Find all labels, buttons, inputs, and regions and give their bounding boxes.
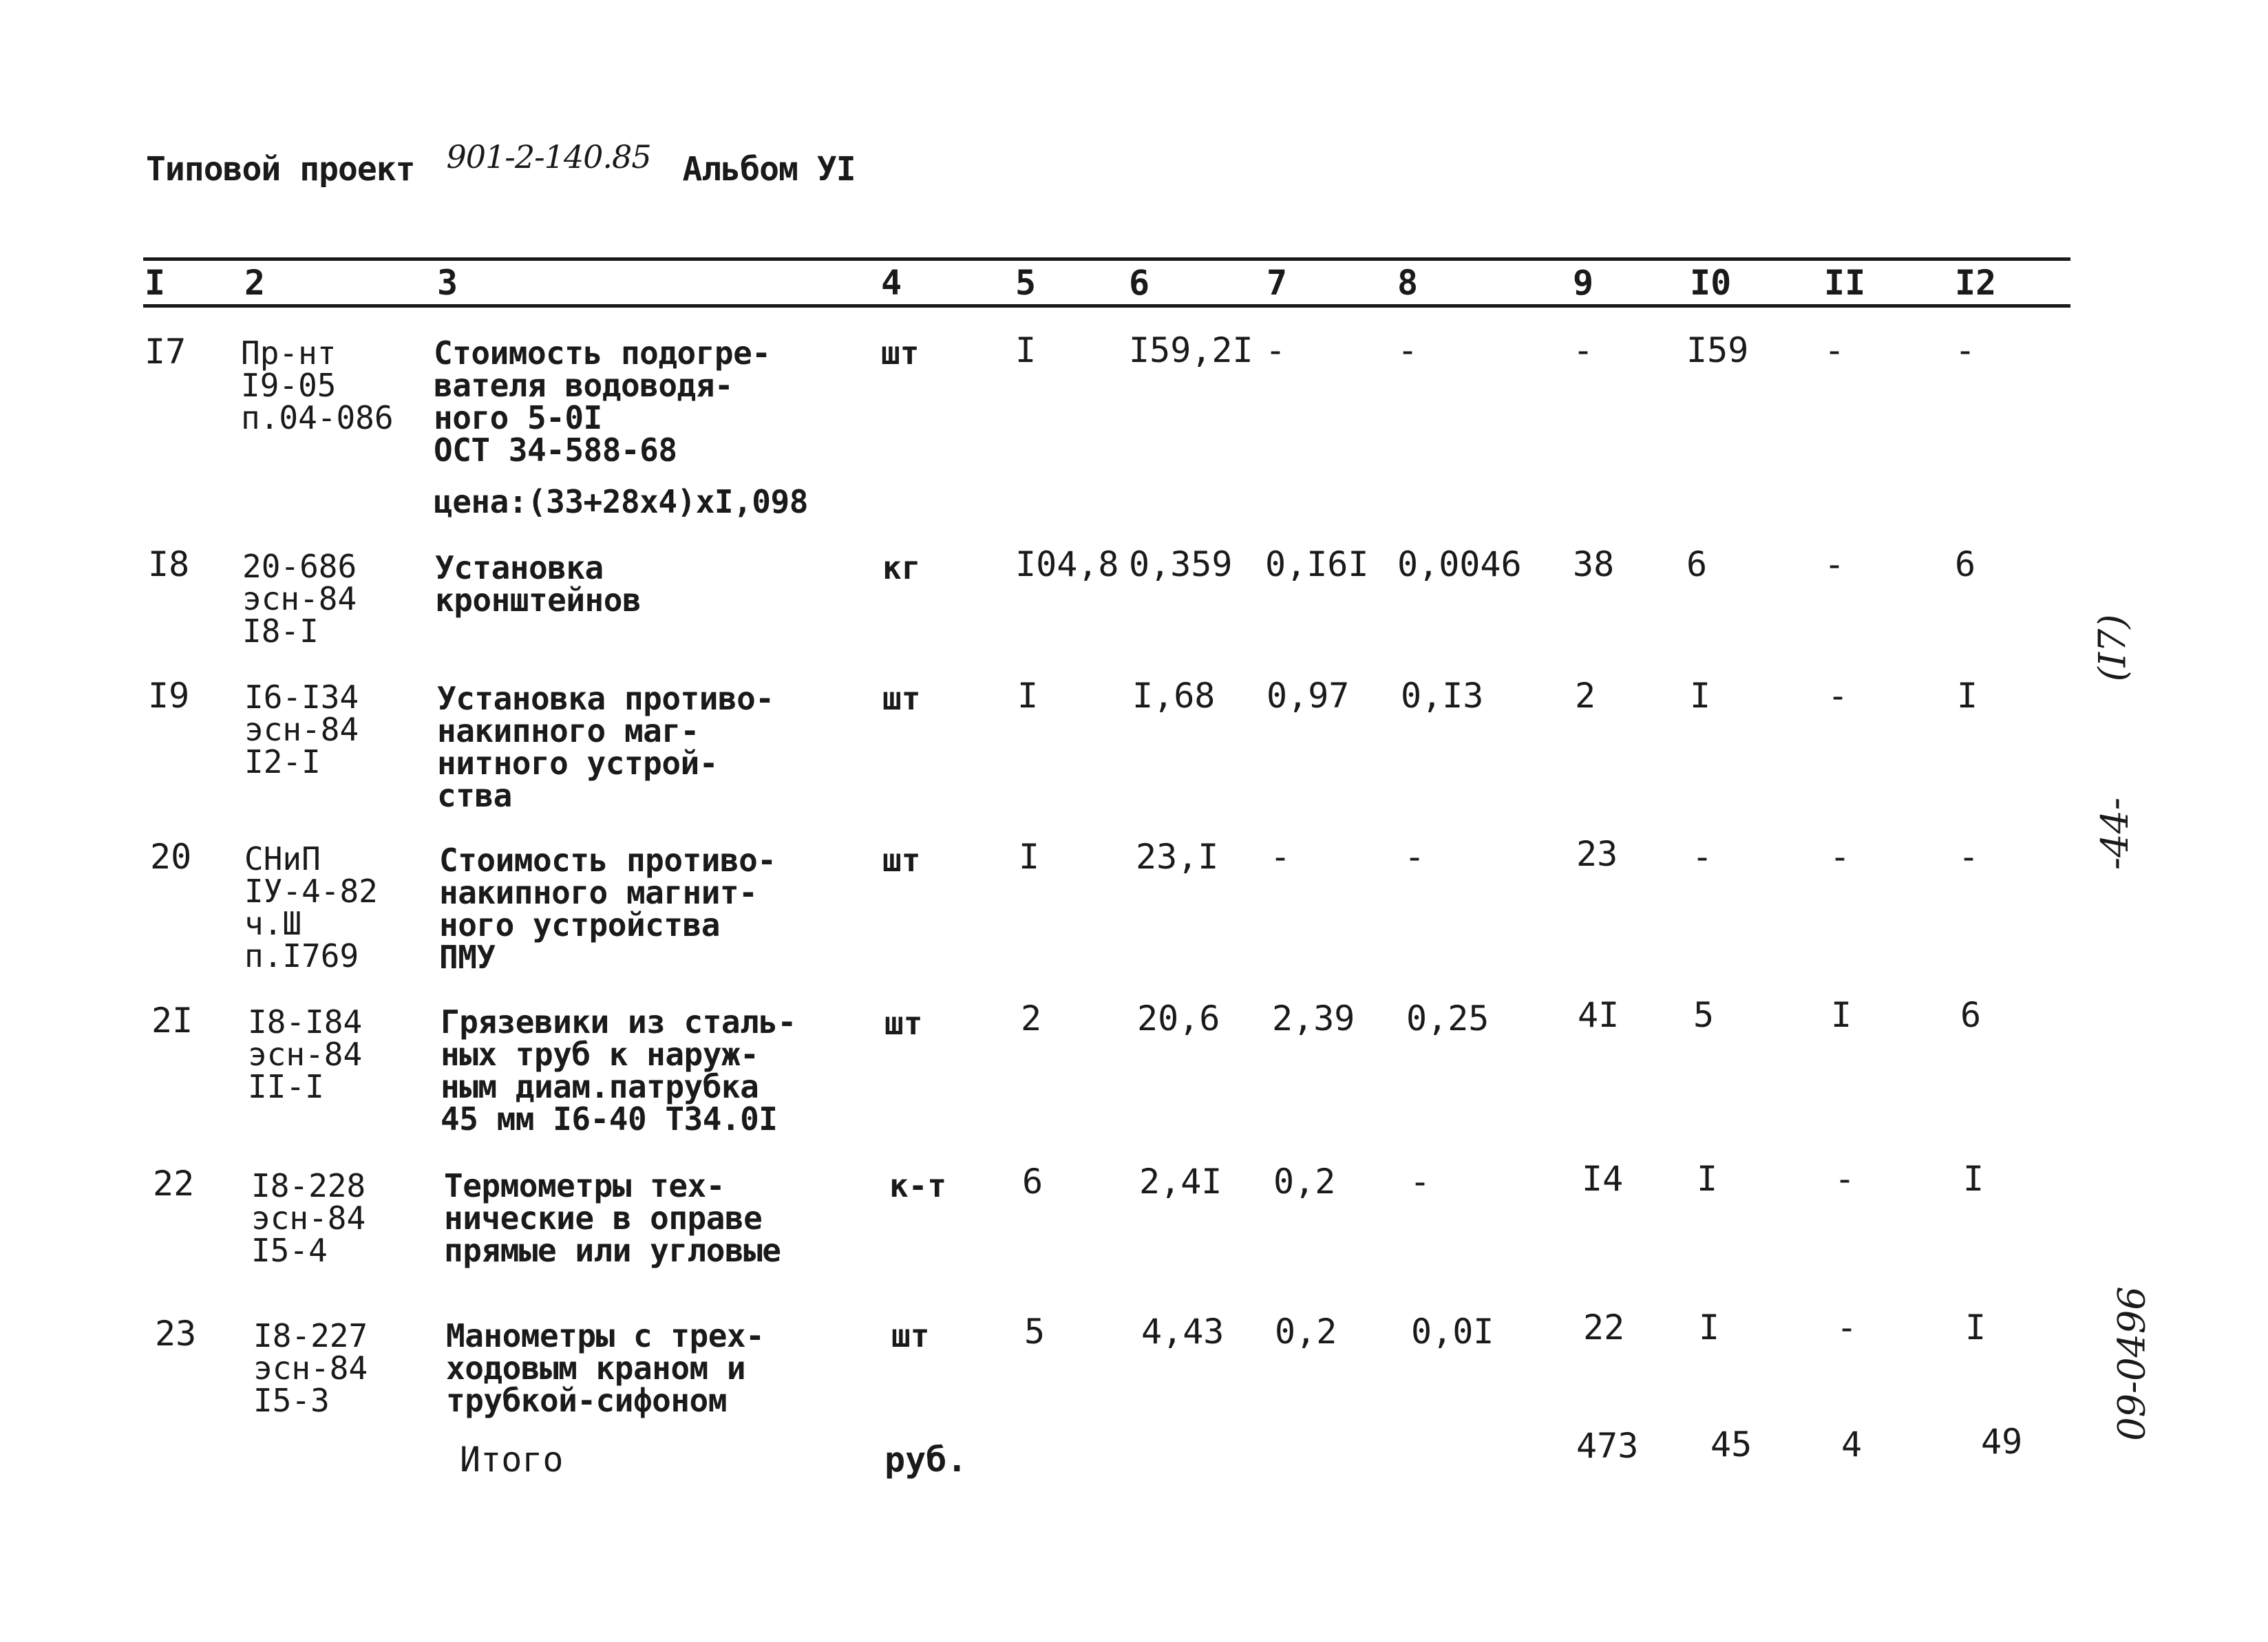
row-unit: шт — [891, 1317, 930, 1354]
row-col10: I — [1690, 676, 1711, 716]
row-qty: 5 — [1024, 1312, 1046, 1352]
row-number: I9 — [148, 676, 190, 716]
sheet-number-note: (I7) — [2090, 614, 2134, 682]
table-header-rule — [143, 304, 2070, 308]
row-unit: шт — [882, 842, 921, 879]
row-description: Термометры тех- нические в оправе прямые или угловые — [444, 1167, 781, 1269]
row-col12: - — [1958, 837, 1980, 877]
total-unit: руб. — [884, 1440, 968, 1480]
row-col7: 0,I6I — [1265, 544, 1369, 584]
row-number: 2I — [151, 1001, 193, 1041]
row-col11: I — [1831, 995, 1852, 1035]
col-head-4: 4 — [881, 263, 902, 303]
row-code: I6-I34 эсн-84 I2-I — [244, 679, 359, 780]
row-col6: I,68 — [1132, 676, 1216, 716]
row-col11: - — [1824, 330, 1845, 370]
table-top-rule — [143, 257, 2070, 261]
row-unit: шт — [881, 334, 920, 372]
row-number: 20 — [150, 837, 192, 877]
row-col7: - — [1270, 837, 1291, 877]
row-qty: I — [1015, 330, 1037, 370]
row-number: 23 — [155, 1314, 197, 1354]
total-col9: 473 — [1576, 1426, 1639, 1466]
page-number-note: -44- — [2093, 797, 2137, 871]
col-head-6: 6 — [1129, 263, 1150, 303]
row-col7: 2,39 — [1272, 999, 1355, 1038]
row-col8: 0,25 — [1406, 999, 1490, 1038]
row-col8: - — [1410, 1162, 1431, 1202]
row-col12: 6 — [1960, 995, 1982, 1035]
row-col9: I4 — [1582, 1159, 1624, 1199]
row-col9: - — [1573, 330, 1594, 370]
row-col9: 23 — [1576, 834, 1618, 874]
row-col11: - — [1830, 837, 1851, 877]
row-col7: - — [1265, 330, 1286, 370]
row-code: 20-686 эсн-84 I8-I — [242, 548, 357, 650]
row-col9: 38 — [1573, 544, 1615, 584]
row-col12: - — [1955, 330, 1976, 370]
row-qty: I04,8 — [1015, 544, 1119, 584]
row-description: Грязевики из сталь- ных труб к наруж- ным диам.патрубка 45 мм I6-40 Т34.0I — [441, 1003, 796, 1138]
row-description: Манометры с трех- ходовым краном и трубкой-сифоном — [446, 1317, 765, 1419]
row-col7: 0,2 — [1273, 1162, 1336, 1202]
row-description: Установка противо- накипного маг- нитного устрой- ства — [437, 680, 774, 814]
row-col12: I — [1957, 676, 1978, 716]
col-head-8: 8 — [1397, 263, 1419, 303]
row-number: I8 — [148, 544, 190, 584]
row-col10: 6 — [1686, 544, 1708, 584]
col-head-12: I2 — [1955, 263, 1997, 303]
total-col12: 49 — [1981, 1422, 2023, 1462]
row-description-extra: цена:(33+28х4)хI,098 — [434, 483, 808, 520]
col-head-3: 3 — [437, 263, 458, 303]
row-col6: 23,I — [1136, 837, 1219, 877]
row-col7: 0,2 — [1275, 1312, 1337, 1352]
row-col10: - — [1692, 837, 1713, 877]
header-album: Альбом УI — [682, 150, 856, 189]
col-head-7: 7 — [1267, 263, 1288, 303]
document-header — [146, 138, 856, 189]
row-col7: 0,97 — [1267, 676, 1350, 716]
row-qty: 2 — [1021, 999, 1042, 1038]
row-col8: 0,0046 — [1397, 544, 1522, 584]
col-head-11: II — [1824, 263, 1866, 303]
row-col9: 22 — [1583, 1308, 1625, 1347]
row-code: I8-227 эсн-84 I5-3 — [253, 1317, 368, 1419]
row-col11: - — [1836, 1308, 1858, 1347]
row-qty: I — [1017, 676, 1039, 716]
row-col11: - — [1827, 676, 1849, 716]
col-head-10: I0 — [1690, 263, 1732, 303]
total-label: Итого — [460, 1440, 564, 1480]
row-col6: 4,43 — [1141, 1312, 1225, 1352]
total-col10: 45 — [1710, 1425, 1752, 1464]
col-head-9: 9 — [1573, 263, 1594, 303]
row-col6: 0,359 — [1129, 544, 1233, 584]
row-col10: I59 — [1686, 330, 1749, 370]
row-col10: I — [1697, 1159, 1718, 1199]
row-col6: I59,2I — [1129, 330, 1253, 370]
row-col9: 4I — [1578, 995, 1620, 1035]
row-unit: шт — [884, 1005, 923, 1042]
row-qty: I — [1019, 837, 1040, 877]
header-prefix: Типовой проект — [146, 150, 415, 189]
inventory-number-note: 09-0496 — [2110, 1286, 2154, 1441]
row-unit: кг — [882, 549, 921, 586]
row-col6: 2,4I — [1139, 1162, 1222, 1202]
row-description: Стоимость подогре- вателя водоводя- ного 5-0I ОСТ 34-588-68 — [434, 334, 771, 469]
row-code: СНиП IУ-4-82 ч.Ш п.I769 — [244, 840, 378, 974]
row-description: Стоимость противо- накипного магнит- ного устройства ПМУ — [439, 842, 776, 976]
row-col10: 5 — [1693, 995, 1715, 1035]
row-unit: к-т — [889, 1167, 947, 1204]
row-col11: - — [1824, 544, 1845, 584]
row-code: I8-I84 эсн-84 II-I — [248, 1003, 363, 1105]
row-col12: I — [1963, 1159, 1984, 1199]
row-col8: 0,I3 — [1401, 676, 1484, 716]
row-description: Установка кронштейнов — [435, 549, 642, 619]
col-head-2: 2 — [244, 263, 266, 303]
row-number: 22 — [153, 1164, 195, 1204]
col-head-5: 5 — [1015, 263, 1037, 303]
row-number: I7 — [145, 332, 187, 372]
row-col10: I — [1699, 1308, 1720, 1347]
row-col9: 2 — [1575, 676, 1596, 716]
row-code: Пр-нт I9-05 п.04-086 — [241, 334, 394, 436]
row-col11: - — [1834, 1159, 1856, 1199]
row-col12: I — [1965, 1308, 1986, 1347]
row-col6: 20,6 — [1137, 999, 1220, 1038]
row-col12: 6 — [1955, 544, 1976, 584]
project-number: 901-2-140.85 — [446, 138, 651, 175]
row-unit: шт — [882, 680, 921, 717]
row-col8: 0,0I — [1411, 1312, 1494, 1352]
row-code: I8-228 эсн-84 I5-4 — [251, 1167, 366, 1269]
row-qty: 6 — [1022, 1162, 1043, 1202]
row-col8: - — [1404, 837, 1426, 877]
col-head-1: I — [145, 263, 166, 303]
total-col11: 4 — [1841, 1425, 1863, 1464]
row-col8: - — [1397, 330, 1419, 370]
